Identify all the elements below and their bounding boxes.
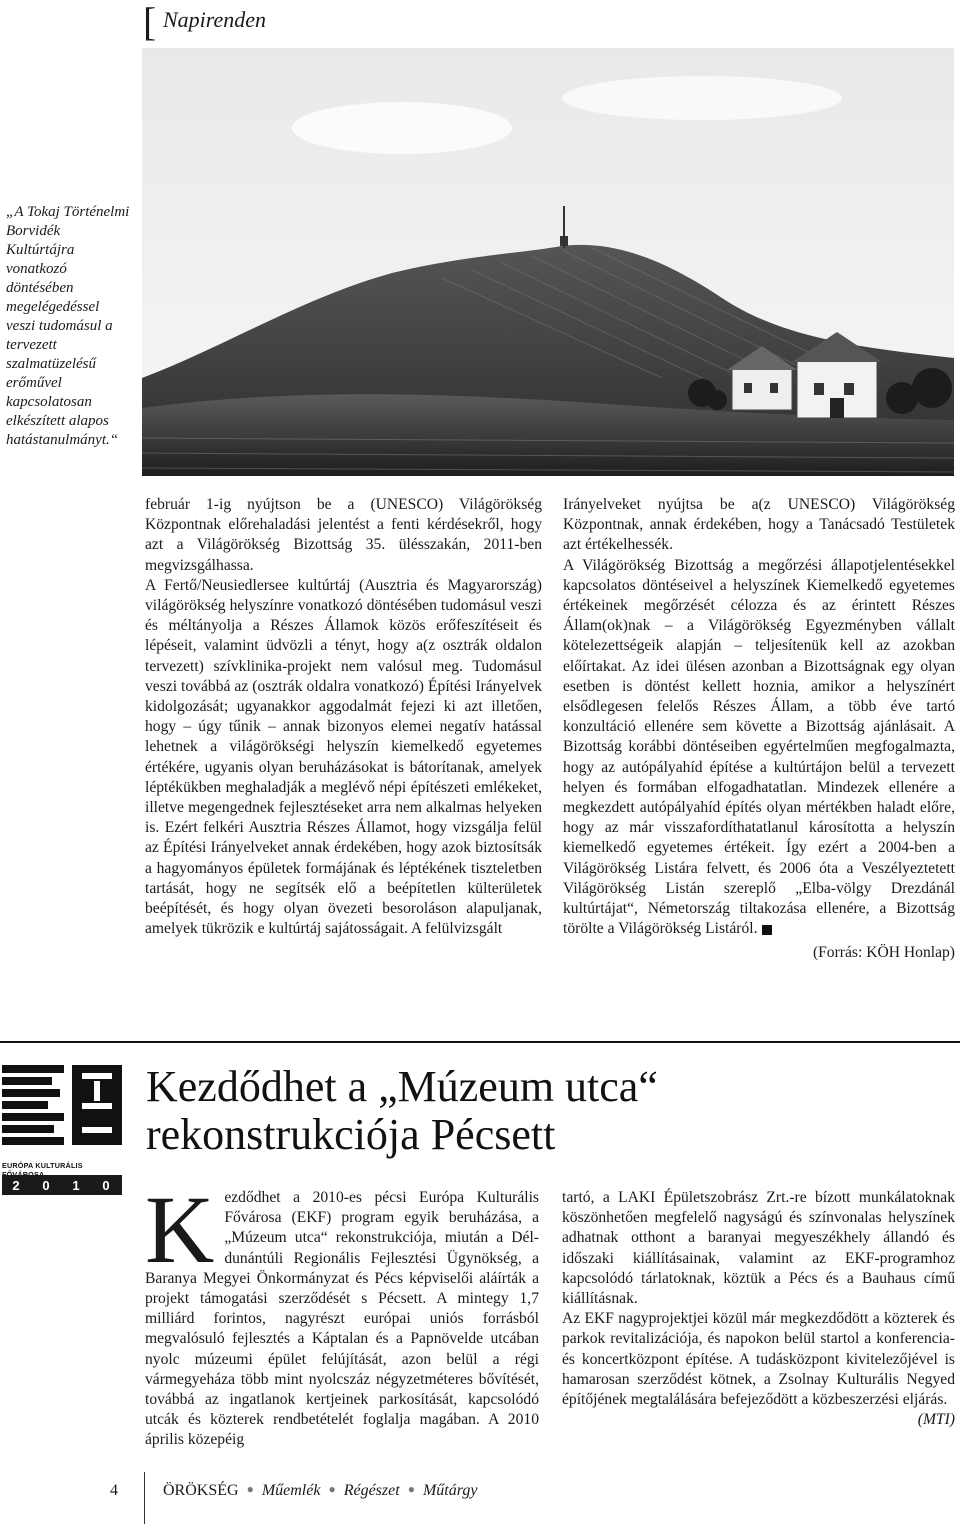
- landscape-photo-icon: [142, 48, 954, 476]
- paragraph: február 1-ig nyújtson be a (UNESCO) Világörökség Központnak előrehaladási jelentést a fenti kérdésekről, hogy azt a Világörökség Bizottság 35. ülésszakán, 2011-ben megvizsgálhassa.: [145, 496, 542, 574]
- footer-running-head: [163, 1482, 477, 1500]
- paragraph: [145, 1176, 539, 1451]
- end-mark-icon: [762, 925, 772, 935]
- footer-item: Műemlék: [261, 1482, 321, 1499]
- bullet-icon: ●: [407, 1482, 415, 1496]
- ekf-logo: [2, 1063, 122, 1203]
- article2-column-right: [562, 1188, 955, 1430]
- paragraph: A Fertő/Neusiedlersee kultúrtáj (Ausztria és Magyarország) világörökség helyszínre vonatkozó döntésében tudomásul veszi és méltányolja a Részes Államok közös erőfeszítéseit és lépéseit, valamint üdvözli a tényt, hogy a(z osztrák oldalon tervezett) szívklinika-projekt nem valósul meg. Tudomásul veszi továbbá az (osztrák oldalra vonatkozó) Építési Irányelvek kidolgozását; ugyanakkor aggodalmát fejezi ki azt illetően, hogy – úgy tűnik – annak bizonyos elemei negatív hatással lehetnek a világörökségi helyszín kiemelkedő egyetemes értékére, ugyanis olyan beruházásokat is bátorítanak, amelyek léptékükben meghaladják a meglévő népi építészeti emlékeket, illetve megengednek fejlesztéseket arra nem alkalmas helyeken is. Ezért felkéri Ausztria Részes Államot, hogy vizsgálja felül az Építési Irányelveket annak érdekében, hogy azok biztosítsák a hagyományos épületek formájának és léptékének tiszteletben tartását, hogy ne segítsék elő a beépítetlen külterületek beépítését, és hogy olyan övezeti besoroláson alapuljanak, amelyek tükrözik e kultúrtáj sajátosságait. A felülvizsgált: [145, 576, 542, 938]
- footer-divider: [144, 1472, 145, 1524]
- logo-year: [2, 1175, 122, 1195]
- headline-line: rekonstrukciója Pécsett: [146, 1110, 556, 1159]
- source-credit: (MTI): [917, 1411, 955, 1429]
- section-divider: [0, 1041, 960, 1043]
- section-title: Napirenden: [163, 7, 267, 32]
- section-bracket: [: [143, 0, 157, 44]
- paragraph: tartó, a LAKI Épületszobrász Zrt.-re bízott munkálatoknak köszönhetően megfelelő nagyságú és színvonalas helyszínek adhatnak otthont a baranyai megyeszékhely állandó és időszaki kiállításainak, valamint az EKF-programhoz kapcsolódó tárlatoknak, köztük a Pécs és a Bauhaus című kiállításnak.: [562, 1189, 955, 1308]
- source-credit: (Forrás: KÖH Honlap): [812, 944, 955, 962]
- logo-year-digit: 2: [12, 1177, 22, 1193]
- footer-item: Műtárgy: [422, 1482, 478, 1499]
- drop-cap: K: [145, 1176, 215, 1283]
- article1-column-left: [145, 495, 542, 939]
- paragraph: [562, 1309, 955, 1429]
- pecs-logo-icon: [2, 1063, 122, 1155]
- logo-caption: EURÓPA KULTURÁLIS: [2, 1161, 83, 1170]
- bullet-icon: ●: [246, 1482, 254, 1496]
- paragraph-text: Az EKF nagyprojektjei közül már megkezdődött a közterek és parkok revitalizációja, és napokon belül startol a konferencia- és koncertközpont építése. A tudásközpont kivitelezőjével is hamarosan szerződést kötnek, a Zsolnay Kulturális Negyed építőjének megtalálására befejeződött a közbeszerzési eljárás.: [562, 1310, 955, 1409]
- paragraph-text: A Világörökség Bizottság a megőrzési állapotjelentésekkel kapcsolatos döntéseivel a helyszínek Kiemelkedő egyetemes értékeinek megőrzését célozza és az érintett Részes Állam(ok)nak – a Világörökség Egyezményben vállalt kötelezettségeik alapján – teljesítenük kell az azokban előírtakat. Az idei ülésen azonban a Bizottságnak egy olyan esetben is döntést kellett hoznia, amikor a helyszínért elsődlegesen felelős Részes Állam, a több éve tartó konzultáció ellenére sem követte a Bizottság ajánlásait. A Bizottság korábbi döntéseiben egyértelműen megfogalmazta, hogy az autópályahíd építése a kultúrtájon belül a tervezett helyen és formában elfogadhatatlan. Mindezek ellenére a megkezdett autópályahíd építés olyan mértékben haladt előre, hogy az már visszafordíthatatlanul károsította a helyszín kiemelkedő egyetemes értékeit. Így ezért a 2004-ben a Világörökség Listára felvett, és 2006 óta a Veszélyeztetett Világörökség Listán szereplő „Elba-völgy Drezdánál kultúrtájat“, Németország tiltakozása ellenére, a Bizottság törölte a Világörökség Listáról.: [563, 556, 955, 938]
- footer-section: ÖRÖKSÉG: [163, 1482, 239, 1499]
- pull-quote: „A Tokaj Történelmi Borvidék Kultúrtájra vonatkozó döntésében megelégedéssel veszi tudomásul a tervezett szalmatüzelésű erőművel kapcsolatosan elkészített alapos hatástanulmányt.“: [6, 204, 130, 448]
- logo-year-digit: 1: [72, 1177, 82, 1193]
- article2-column-left: [145, 1176, 539, 1451]
- paragraph: [563, 556, 955, 940]
- article-headline: [146, 1063, 926, 1159]
- headline-line: Kezdődhet a „Múzeum utca“: [146, 1062, 658, 1111]
- paragraph: Irányelveket nyújtsa be a(z UNESCO) Világörökség Központnak, annak érdekében, hogy a Tanácsadó Testületek azt értékelhessék.: [563, 496, 955, 554]
- bullet-icon: ●: [328, 1482, 336, 1496]
- logo-year-digit: 0: [102, 1177, 112, 1193]
- page-number: 4: [110, 1482, 118, 1499]
- logo-year-digit: 0: [42, 1177, 52, 1193]
- article1-column-right: [563, 495, 955, 964]
- footer-item: Régészet: [343, 1482, 400, 1499]
- paragraph-text: ezdődhet a 2010-es pécsi Európa Kulturális Fővárosa (EKF) program egyik beruházása, a „Múzeum utca“ rekonstrukciója, miután a Dél-dunántúli Regionális Fejlesztési Ügynökség, a Baranya Megyei Önkormányzat és Pécs képviselői aláírták a projekt támogatási szerződését s Pécsett. A mintegy 1,7 milliárd forintos, nagyrészt európai uniós forrásból megvalósuló fejlesztés a Káptalan és a Papnövelde utcában nyolc múzeumi épület felújítását, azon belül a régi vármegyeháza több mint nyolcszáz négyzetméteres bővítését, továbbá az ingatlanok kertjeinek parkosítását, kapcsolódó utcák és közterek rendbetételét foglalja magában. A 2010 április közepéig: [145, 1189, 539, 1449]
